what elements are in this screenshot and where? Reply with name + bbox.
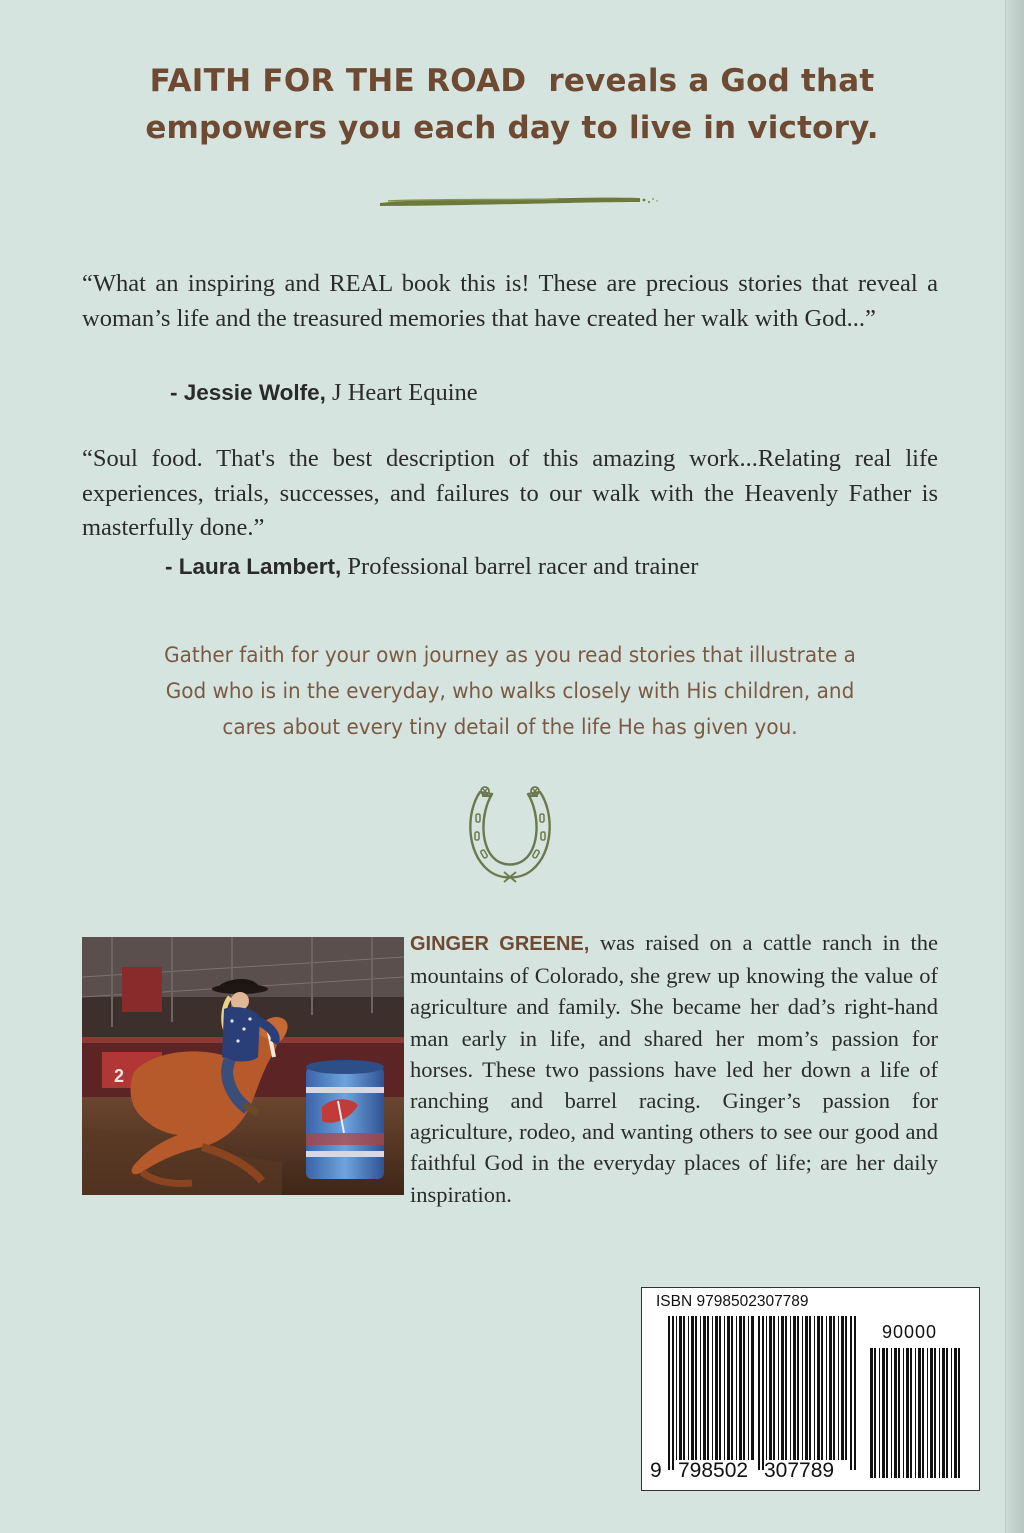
endorser-name-1: - Jessie Wolfe, <box>170 380 326 405</box>
barcode-bar <box>773 1316 775 1460</box>
barcode-guard-bar <box>850 1316 852 1470</box>
endorsement-quote-2: “Soul food. That's the best description of this amazing work...Relating real life experiences, trials, successes, and failures to our walk with the Heavenly Father is masterfully done.” <box>82 445 938 541</box>
brush-divider <box>378 190 662 214</box>
barcode-bar <box>826 1316 827 1460</box>
barcode-guard-bar <box>854 1316 856 1470</box>
barcode-bar <box>814 1316 815 1460</box>
barcode-bar <box>769 1316 772 1460</box>
barcode-bar <box>736 1316 737 1460</box>
barcode-digits <box>642 1459 981 1485</box>
barcode-bar <box>688 1316 689 1460</box>
barcode-bar <box>712 1316 713 1460</box>
barcode-bar <box>797 1316 799 1460</box>
barcode-bar <box>845 1316 847 1460</box>
barcode-bar <box>703 1316 706 1460</box>
barcode-bar <box>695 1316 697 1460</box>
barcode-bar <box>841 1316 844 1460</box>
barcode-bar <box>785 1316 787 1460</box>
author-bio-text: was raised on a cattle ranch in the mountains of Colorado, she grew up knowing the value of agriculture and family. She became her dad’s right-hand man early in life, and shared her mom’s passion for horses. These two passions have led her down a life of ranching and barrel racing. Ginger’s passion for agriculture, rodeo, and wanting others to see our good and faithful God in the everyday places of life; are her daily inspiration. <box>410 930 938 1207</box>
barcode-bar <box>821 1316 823 1460</box>
blurb-line-3: cares about every tiny detail of the life He has given you. <box>222 715 798 740</box>
author-bio <box>410 927 938 1210</box>
endorser-affiliation-2: Professional barrel racer and trainer <box>347 553 699 580</box>
arena-sign-number: 2 <box>114 1066 125 1086</box>
barcode-guard-bar <box>762 1316 764 1470</box>
blurb-line-1: Gather faith for your own journey as you read stories that illustrate a <box>164 643 856 668</box>
blurb-line-2: God who is in the everyday, who walks closely with His children, and <box>165 679 855 704</box>
barcode-digit-lead: 9 <box>650 1459 662 1482</box>
barcode-bar <box>724 1316 725 1460</box>
barcode-bar <box>676 1316 677 1460</box>
book-blurb <box>129 638 892 746</box>
barcode-bar <box>805 1316 808 1460</box>
barcode-bar <box>727 1316 730 1460</box>
barcode-bar <box>683 1316 685 1460</box>
barcode-bar <box>691 1316 694 1460</box>
horseshoe-icon <box>460 782 560 886</box>
author-photo <box>82 937 404 1195</box>
barcode-bar <box>700 1316 701 1460</box>
endorsement-quote-1: “What an inspiring and REAL book this is! These are precious stories that reveal a woman’s life and the treasured memories that have created her walk with God...” <box>82 270 938 332</box>
barcode-bar <box>679 1316 682 1460</box>
barcode-bar <box>838 1316 839 1460</box>
barcode-guard-bar <box>668 1316 670 1470</box>
headline-line1-rest: reveals a God that <box>548 63 875 99</box>
barcode-bar <box>751 1316 754 1460</box>
headline-line1 <box>0 58 1024 105</box>
headline-book-title: FAITH FOR THE ROAD <box>149 63 527 99</box>
endorsement-attribution-2 <box>165 550 698 584</box>
barrel-racer-photo <box>82 937 404 1195</box>
barcode-bar <box>707 1316 709 1460</box>
barcode-bar <box>743 1316 745 1460</box>
endorsement-attribution-1 <box>170 376 478 410</box>
barcode-bar <box>809 1316 811 1460</box>
barcode-bar <box>790 1316 791 1460</box>
author-name: GINGER GREENE, <box>410 933 590 955</box>
barcode-guard-bar <box>672 1316 674 1470</box>
barcode-bar <box>739 1316 742 1460</box>
barcode-guard-bar <box>758 1316 760 1470</box>
barcode-bar <box>719 1316 721 1460</box>
endorser-affiliation-1: J Heart Equine <box>332 379 478 406</box>
spine-edge <box>1005 0 1024 1533</box>
barcode-digit-group-1: 798502 <box>678 1459 749 1482</box>
isbn-barcode <box>641 1287 980 1491</box>
barcode-bar <box>778 1316 779 1460</box>
headline-line2: empowers you each day to live in victory. <box>145 110 879 146</box>
barcode-bar <box>731 1316 733 1460</box>
barcode-bar <box>833 1316 835 1460</box>
price-code: 90000 <box>882 1322 938 1342</box>
headline <box>0 58 1024 152</box>
barcode-bar <box>748 1316 749 1460</box>
endorser-name-2: - Laura Lambert, <box>165 554 342 579</box>
barcode-bar <box>793 1316 796 1460</box>
barcode-bar <box>766 1316 767 1460</box>
barcode-bar <box>802 1316 803 1460</box>
barcode-bar <box>781 1316 784 1460</box>
barcode-bar <box>817 1316 820 1460</box>
barcode-bar <box>829 1316 832 1460</box>
barcode-bar <box>715 1316 718 1460</box>
isbn-label: ISBN 9798502307789 <box>656 1293 809 1310</box>
barcode-digit-group-2: 307789 <box>764 1459 835 1482</box>
